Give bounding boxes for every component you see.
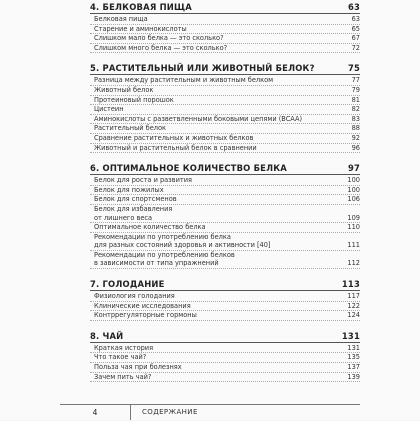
toc-entry[interactable]	[90, 86, 360, 96]
chapter-page-number: 97	[347, 163, 360, 174]
entry-title: Клинические исследования	[94, 301, 191, 310]
entry-page-number: 131	[347, 343, 360, 352]
entry-title: Белок для спортсменов	[94, 195, 177, 204]
entry-title: Контррегуляторные гормоны	[94, 311, 197, 320]
entry-page-number: 79	[351, 85, 360, 94]
toc-entry[interactable]	[90, 134, 360, 144]
chapter-page-number: 131	[341, 330, 360, 341]
entry-title: Белковая пища	[94, 15, 148, 23]
chapter-heading[interactable]	[90, 63, 360, 75]
toc-entry[interactable]	[90, 144, 360, 154]
chapter-title: 5. РАСТИТЕЛЬНЫЙ ИЛИ ЖИВОТНЫЙ БЕЛОК?	[90, 63, 315, 74]
toc-chapter	[90, 2, 360, 53]
entry-page-number: 96	[351, 143, 360, 152]
entry-page-number: 83	[351, 114, 360, 123]
entry-page-number: 81	[351, 95, 360, 104]
entry-page-number: 122	[347, 301, 360, 310]
toc-entry[interactable]	[90, 302, 360, 312]
entry-title-line1: Рекомендации по употреблению белков	[94, 250, 235, 259]
entry-page-number: 100	[347, 176, 360, 185]
chapter-title: 8. ЧАЙ	[90, 330, 124, 341]
entry-title: Аминокислоты с разветвленными боковыми цепями (BCAA)	[94, 114, 303, 123]
toc-entry[interactable]	[90, 15, 360, 25]
entry-page-number: 135	[347, 353, 360, 362]
toc-entry[interactable]	[90, 311, 360, 321]
entry-page-number: 88	[351, 124, 360, 133]
toc-entry[interactable]	[90, 34, 360, 44]
toc-entry[interactable]	[90, 223, 360, 233]
toc-entry[interactable]	[90, 233, 360, 251]
page-footer	[60, 404, 360, 421]
entry-title: Зачем пить чай?	[94, 372, 152, 381]
toc-entry[interactable]	[90, 292, 360, 302]
toc-entry[interactable]	[90, 115, 360, 125]
entry-title: Физиология голодания	[94, 292, 175, 301]
entry-page-number: 65	[351, 24, 360, 33]
table-of-contents	[90, 2, 360, 392]
chapter-heading[interactable]	[90, 331, 360, 343]
chapter-title: 4. БЕЛКОВАЯ ПИЩА	[90, 2, 192, 12]
entry-title: Оптимальное количество белка	[94, 223, 206, 232]
chapter-page-number: 113	[341, 279, 360, 290]
toc-entry[interactable]	[90, 373, 360, 383]
entry-page-number: 109	[347, 213, 360, 222]
entry-title: Что такое чай?	[94, 353, 147, 362]
entry-title: Старение и аминокислоты	[94, 24, 187, 33]
entry-title: Белок для роста и развития	[94, 176, 192, 185]
entry-title: Сравнение растительных и животных белков	[94, 133, 254, 142]
toc-entry[interactable]	[90, 186, 360, 196]
entry-title: Слишком мало белка — это сколько?	[94, 34, 224, 43]
entry-page-number: 112	[347, 259, 360, 268]
page-number: 4	[60, 405, 131, 420]
entry-page-number: 77	[351, 76, 360, 85]
chapter-title: 6. ОПТИМАЛЬНОЕ КОЛИЧЕСТВО БЕЛКА	[90, 163, 287, 174]
entry-title: для разных состояний здоровья и активности [40]	[94, 241, 271, 250]
entry-page-number: 124	[347, 311, 360, 320]
toc-entry[interactable]	[90, 96, 360, 106]
entry-title-line1: Рекомендации по употреблению белка	[94, 232, 231, 241]
toc-entry[interactable]	[90, 251, 360, 269]
section-label: СОДЕРЖАНИЕ	[142, 408, 198, 416]
entry-page-number: 117	[347, 292, 360, 301]
toc-chapter	[90, 163, 360, 269]
chapter-title: 7. ГОЛОДАНИЕ	[90, 279, 165, 290]
chapter-heading[interactable]	[90, 279, 360, 291]
chapter-heading[interactable]	[90, 2, 360, 14]
entry-page-number: 92	[351, 133, 360, 142]
entry-title: Слишком много белка — это сколько?	[94, 43, 228, 52]
entry-title: Белок для пожилых	[94, 185, 164, 194]
entry-title: Цистеин	[94, 105, 124, 114]
entry-page-number: 82	[351, 105, 360, 114]
chapter-heading[interactable]	[90, 163, 360, 175]
entry-page-number: 106	[347, 195, 360, 204]
entry-page-number: 72	[351, 43, 360, 52]
toc-entry[interactable]	[90, 176, 360, 186]
entry-title: Краткая история	[94, 343, 154, 352]
toc-entry[interactable]	[90, 124, 360, 134]
toc-chapter	[90, 63, 360, 153]
toc-entry[interactable]	[90, 353, 360, 363]
toc-chapter	[90, 279, 360, 321]
toc-chapter	[90, 331, 360, 382]
entry-title: Протеиновый порошок	[94, 95, 174, 104]
entry-page-number: 137	[347, 363, 360, 372]
chapter-page-number: 63	[347, 2, 360, 12]
entry-title: Животный и растительный белок в сравнении	[94, 143, 257, 152]
toc-entry[interactable]	[90, 205, 360, 223]
entry-title: в зависимости от типа упражнений	[94, 259, 219, 268]
entry-page-number: 111	[347, 241, 360, 250]
entry-title: Растительный белок	[94, 124, 167, 133]
entry-page-number: 67	[351, 34, 360, 43]
entry-title: Животный белок	[94, 85, 154, 94]
toc-entry[interactable]	[90, 195, 360, 205]
entry-page-number: 100	[347, 185, 360, 194]
toc-entry[interactable]	[90, 363, 360, 373]
entry-title-line1: Белок для избавления	[94, 204, 173, 213]
entry-title: Польза чая при болезнях	[94, 363, 182, 372]
toc-entry[interactable]	[90, 76, 360, 86]
toc-entry[interactable]	[90, 44, 360, 54]
entry-title: Разница между растительным и животным белком	[94, 76, 274, 85]
entry-title: от лишнего веса	[94, 213, 153, 222]
chapter-page-number: 75	[347, 63, 360, 74]
entry-page-number: 139	[347, 372, 360, 381]
toc-entry[interactable]	[90, 25, 360, 35]
toc-entry[interactable]	[90, 344, 360, 354]
entry-page-number: 110	[347, 223, 360, 232]
entry-page-number: 63	[351, 15, 360, 23]
toc-entry[interactable]	[90, 105, 360, 115]
